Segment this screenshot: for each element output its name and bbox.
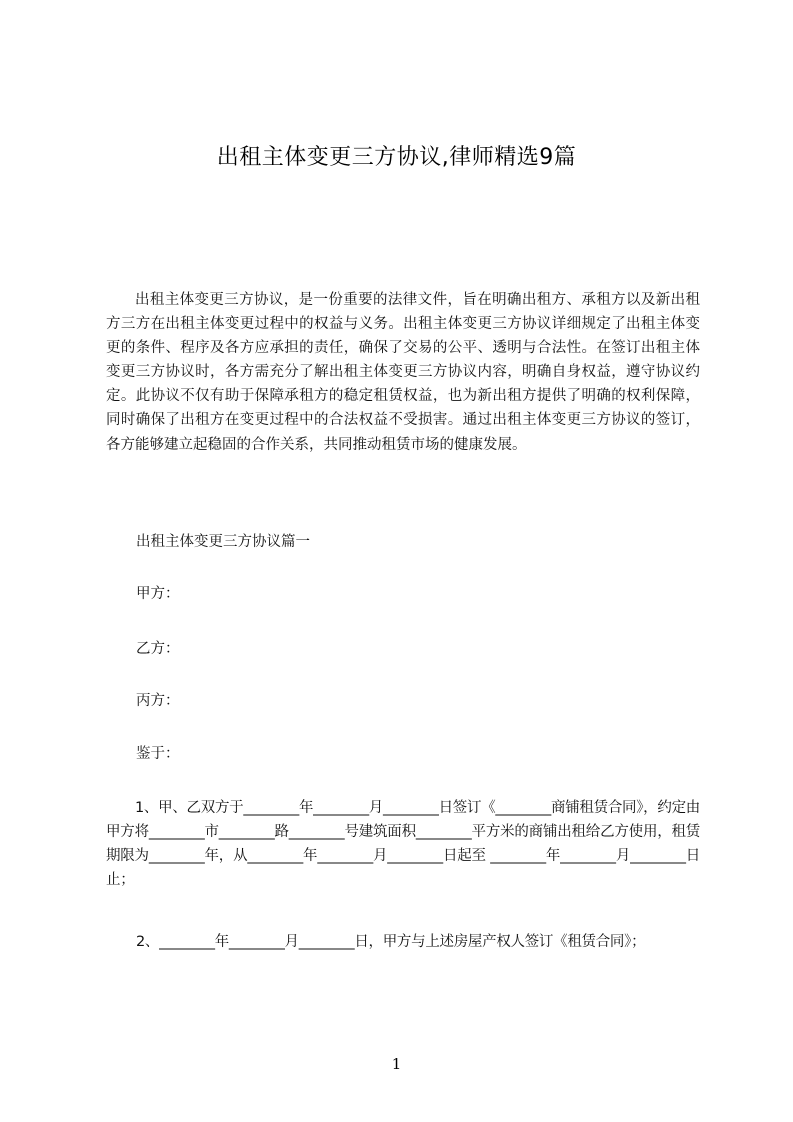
section-heading: 出租主体变更三方协议篇一 [136, 534, 310, 550]
page-number: 1 [391, 1055, 402, 1073]
whereas-label: 鉴于： [136, 746, 180, 762]
clause-2: 2、________年________月________日，甲方与上述房屋产权人签订《租赁合同》； [136, 934, 646, 950]
clause-1: 1、甲、乙双方于________年________月________日签订《________商铺租赁合同》，约定由甲方将________市________路________号建筑面积________平方米的商铺出租给乙方使用，租赁期限为________年，从________年________月________日起至 ________年________月________日止； [106, 800, 700, 889]
document-title: 出租主体变更三方协议,律师精选9篇 [216, 145, 577, 170]
intro-paragraph: 出租主体变更三方协议，是一份重要的法律文件，旨在明确出租方、承租方以及新出租方三方在出租主体变更过程中的权益与义务。出租主体变更三方协议详细规定了出租主体变更的条件、程序及各方应承担的责任，确保了交易的公平、透明与合法性。在签订出租主体变更三方协议时，各方需充分了解出租主体变更三方协议内容，明确自身权益，遵守协议约定。此协议不仅有助于保障承租方的稳定租赁权益，也为新出租方提供了明确的权利保障，同时确保了出租方在变更过程中的合法权益不受损害。通过出租主体变更三方协议的签订，各方能够建立起稳固的合作关系，共同推动租赁市场的健康发展。 [106, 292, 700, 453]
party-b-label: 乙方： [136, 641, 180, 657]
party-a-label: 甲方： [136, 586, 180, 602]
party-c-label: 丙方： [136, 693, 180, 709]
